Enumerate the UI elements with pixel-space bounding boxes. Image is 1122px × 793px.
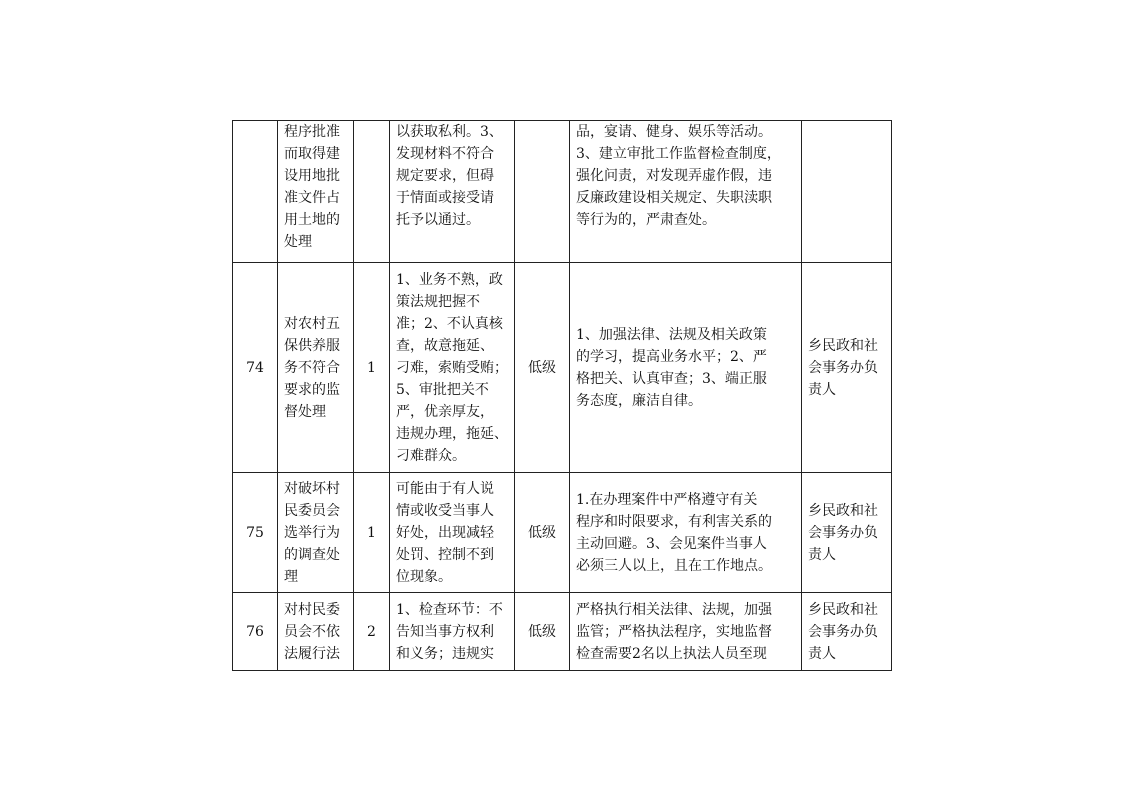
measures-cell (570, 593, 802, 671)
level-text: 低级 (528, 623, 556, 640)
item-text: 对村民委 员会不依 法履行法 (284, 601, 340, 662)
risk-cell (390, 473, 515, 593)
risk-text: 以获取私利。3、 发现材料不符合 规定要求，但碍 于情面或接受请 托予以通过。 (396, 124, 503, 228)
risk-text: 1、业务不熟，政 策法规把握不 准；2、不认真核 查，故意拖延、 刁难，索贿受贿； 5、审批把关不 严，优亲厚友， 违规办理，拖延、 刁难群众。 (396, 271, 508, 464)
count-text: 1 (367, 359, 376, 376)
row-number: 76 (246, 623, 264, 640)
level-cell (515, 263, 570, 473)
measures-cell (570, 473, 802, 593)
item-text: 对破坏村 民委员会 选举行为 的调查处 理 (284, 480, 340, 585)
measures-cell (570, 263, 802, 473)
measures-text: 1、加强法律、法规及相关政策 的学习，提高业务水平；2、严 格把关、认真审查；3、端正服 务态度，廉洁自律。 (576, 326, 767, 409)
risk-cell (390, 121, 515, 263)
table-row-76 (233, 593, 892, 671)
level-cell (515, 121, 570, 263)
owner-cell (802, 263, 892, 473)
item-cell (278, 121, 354, 263)
owner-text: 乡民政和社 会事务办负 责人 (808, 502, 878, 563)
count-text: 1 (367, 524, 376, 541)
row-number: 75 (246, 524, 264, 541)
owner-cell (802, 593, 892, 671)
level-text: 低级 (528, 524, 556, 541)
count-cell (354, 473, 390, 593)
item-cell (278, 263, 354, 473)
measures-cell (570, 121, 802, 263)
count-cell (354, 121, 390, 263)
row-number-cell (233, 263, 278, 473)
count-text: 2 (367, 623, 376, 640)
owner-cell (802, 121, 892, 263)
item-text: 对农村五 保供养服 务不符合 要求的监 督处理 (284, 315, 340, 420)
risk-cell (390, 263, 515, 473)
item-cell (278, 473, 354, 593)
level-cell (515, 473, 570, 593)
risk-cell (390, 593, 515, 671)
table-row-continued (233, 121, 892, 263)
row-number: 74 (246, 359, 264, 376)
risk-text: 1、检查环节：不 告知当事方权利 和义务；违规实 (396, 601, 503, 662)
measures-text: 1.在办理案件中严格遵守有关 程序和时限要求，有利害关系的 主动回避。3、会见案件当事人 必须三人以上，且在工作地点。 (576, 491, 772, 574)
owner-cell (802, 473, 892, 593)
item-text: 程序批准 而取得建 设用地批 准文件占 用土地的 处理 (284, 124, 340, 250)
item-cell (278, 593, 354, 671)
level-cell (515, 593, 570, 671)
count-cell (354, 593, 390, 671)
measures-text: 品，宴请、健身、娱乐等活动。 3、建立审批工作监督检查制度， 强化问责，对发现弄虚作假，违 反廉政建设相关规定、失职渎职 等行为的，严肃查处。 (576, 124, 781, 228)
level-text: 低级 (528, 359, 556, 376)
measures-text: 严格执行相关法律、法规，加强 监管；严格执法程序，实地监督 检查需要2名以上执法人员至现 (576, 601, 772, 662)
table-row-75 (233, 473, 892, 593)
row-number-cell (233, 473, 278, 593)
risk-text: 可能由于有人说 情或收受当事人 好处，出现减轻 处罚、控制不到 位现象。 (396, 480, 494, 585)
owner-text: 乡民政和社 会事务办负 责人 (808, 601, 878, 662)
row-number-cell (233, 593, 278, 671)
count-cell (354, 263, 390, 473)
row-number-cell (233, 121, 278, 263)
table-row-74 (233, 263, 892, 473)
risk-table (232, 120, 892, 671)
owner-text: 乡民政和社 会事务办负 责人 (808, 337, 878, 398)
